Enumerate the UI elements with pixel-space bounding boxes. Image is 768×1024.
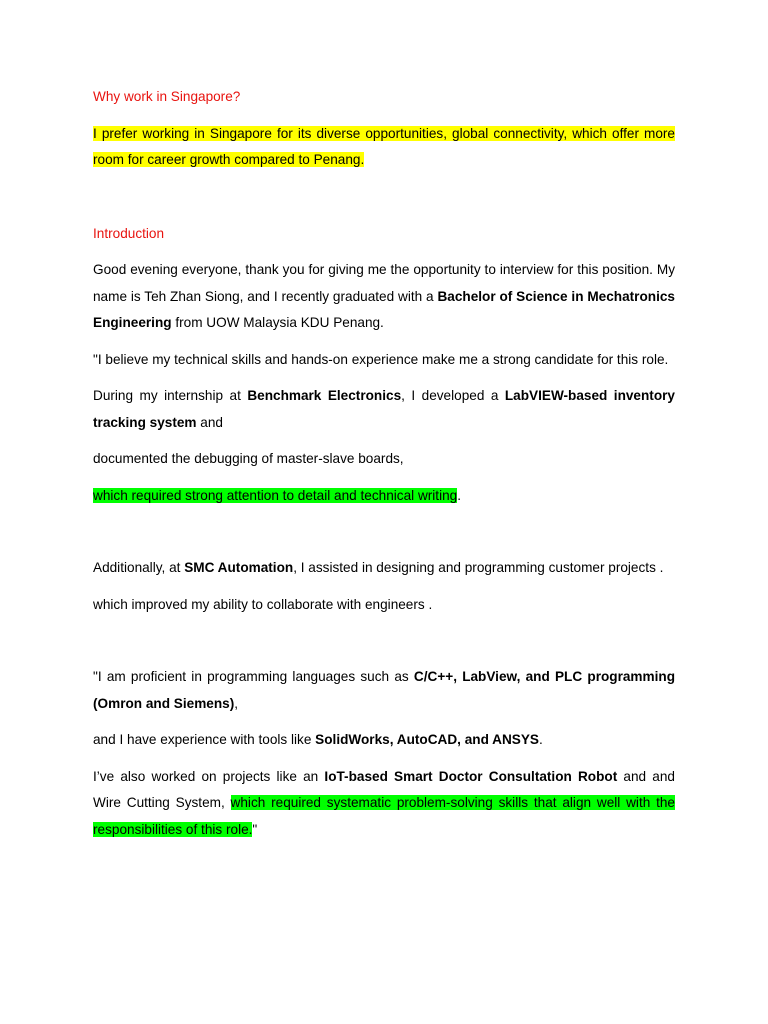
collaborate-paragraph: which improved my ability to collaborate with engineers . [93, 596, 433, 612]
proficient-languages: C/C++, LabView, and PLC programming (Omron and Siemens) [93, 669, 675, 711]
heading-introduction: Introduction [93, 225, 165, 241]
projects-quote-end: " [252, 821, 258, 837]
projects-robot: IoT-based Smart Doctor Consultation Robot [324, 768, 618, 784]
internship-project: LabVIEW-based inventory tracking system [93, 388, 675, 430]
projects-text: I’ve also worked on projects like an [93, 768, 325, 784]
smc-text-end: , I assisted in designing and programming customer projects . [293, 560, 664, 575]
tools-text-end: . [538, 732, 543, 747]
attention-paragraph [93, 483, 675, 510]
intro-paragraph [93, 257, 675, 337]
document-page [93, 84, 675, 853]
internship-text-mid: , I developed a [401, 388, 505, 403]
heading-why-singapore: Why work in Singapore? [93, 89, 241, 104]
tools-text: and I have experience with tools like [93, 732, 316, 747]
intro-text: Good evening everyone, thank you for giving me the opportunity to interview for this position. My name is Teh Zhan Siong, and I recently graduated with a [93, 262, 675, 304]
proficient-text-end: , [234, 695, 239, 711]
proficient-text: "I am proficient in programming languages such as [93, 669, 414, 684]
projects-text-mid: and and Wire Cutting System, [93, 768, 675, 810]
intro-degree: Bachelor of Science in Mechatronics Engineering [93, 288, 675, 330]
tools-paragraph [93, 727, 675, 754]
projects-paragraph [93, 764, 675, 844]
internship-text: During my internship at [93, 388, 248, 403]
internship-paragraph [93, 383, 675, 436]
attention-period: . [457, 487, 462, 503]
smc-text: Additionally, at [93, 560, 185, 575]
proficient-paragraph [93, 664, 675, 717]
smc-paragraph [93, 555, 675, 582]
attention-highlight: which required strong attention to detail and technical writing [93, 487, 458, 503]
answer-paragraph [93, 121, 675, 174]
internship-text-end: and [196, 414, 223, 430]
belief-paragraph: "I believe my technical skills and hands-on experience make me a strong candidate for this role. [93, 351, 669, 367]
spacer [93, 628, 675, 664]
documented-paragraph: documented the debugging of master-slave boards, [93, 451, 404, 466]
smc-company: SMC Automation [184, 560, 294, 575]
projects-highlight: which required systematic problem-solving skills that align well with the responsibilities of this role. [93, 795, 675, 837]
answer-highlight: I prefer working in Singapore for its diverse opportunities, global connectivity, which offer more room for career growth compared to Penang. [93, 125, 675, 167]
spacer [93, 184, 675, 221]
intro-text-end: from UOW Malaysia KDU Penang. [171, 315, 384, 330]
internship-company: Benchmark Electronics [247, 388, 402, 403]
spacer [93, 519, 675, 555]
tools-list: SolidWorks, AutoCAD, and ANSYS [315, 732, 539, 747]
